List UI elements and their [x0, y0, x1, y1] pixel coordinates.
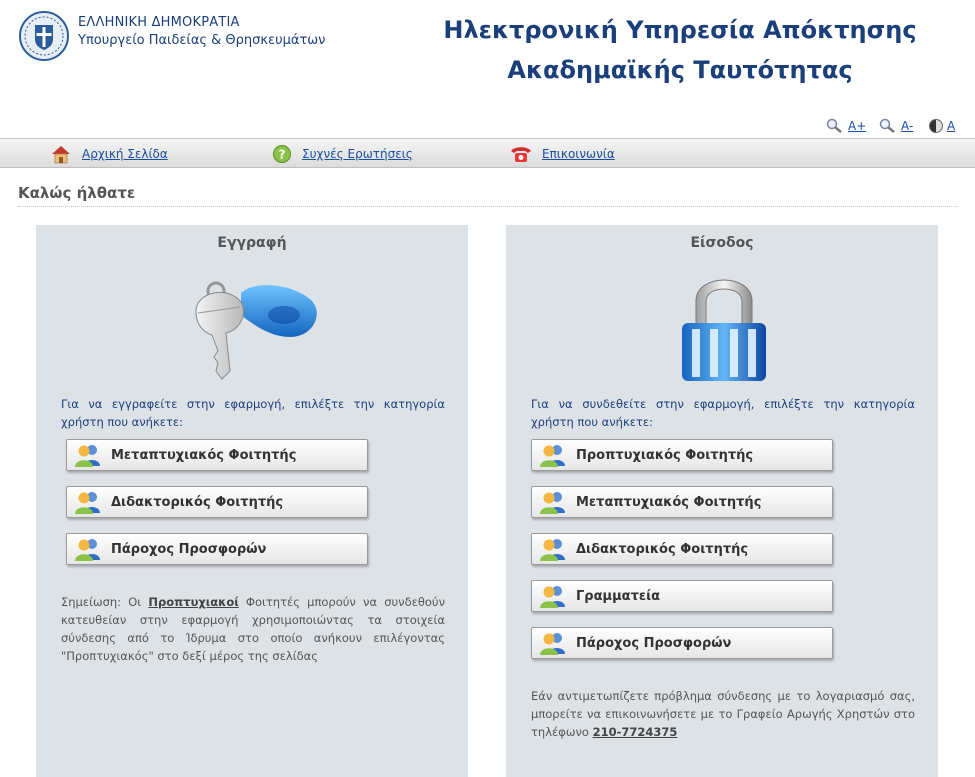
users-icon	[538, 536, 568, 562]
login-panel	[506, 225, 938, 777]
nav-item-home[interactable]	[50, 143, 168, 165]
nav-link-contact[interactable]: Επικοινωνία	[542, 147, 615, 161]
svg-text:?: ?	[278, 147, 286, 162]
ministry-line-1: ΕΛΛΗΝΙΚΗ ΔΗΜΟΚΡΑΤΙΑ	[78, 15, 240, 30]
greek-coat-of-arms-icon	[18, 10, 70, 62]
helpdesk-phone[interactable]: 210-7724375	[592, 725, 678, 739]
ministry-name	[78, 14, 325, 50]
nav-item-contact[interactable]	[510, 143, 615, 165]
login-postgraduate-button[interactable]	[531, 486, 833, 518]
register-postgraduate-button[interactable]	[66, 439, 368, 471]
users-icon	[73, 442, 103, 468]
login-intro: Για να συνδεθείτε στην εφαρμογή, επιλέξτε την κατηγορία χρήστη που ανήκετε:	[531, 397, 915, 429]
login-help-note	[531, 687, 915, 741]
note-prefix: Σημείωση: Οι	[61, 595, 142, 609]
register-doctoral-button[interactable]	[66, 486, 368, 518]
nav-link-faq[interactable]: Συχνές Ερωτήσεις	[302, 147, 413, 161]
home-icon	[50, 144, 72, 164]
users-icon	[73, 489, 103, 515]
button-label: Μεταπτυχιακός Φοιτητής	[576, 494, 762, 510]
nav-item-faq[interactable]	[272, 143, 413, 165]
users-icon	[538, 630, 568, 656]
login-doctoral-button[interactable]	[531, 533, 833, 565]
welcome-heading: Καλώς ήλθατε	[18, 184, 136, 202]
zoom-in-icon	[826, 118, 844, 134]
help-text: Εάν αντιμετωπίζετε πρόβλημα σύνδεσης με το λογαριασμό σας, μπορείτε να επικοινωνήσετε με το Γραφείο Αρωγής Χρηστών στο τηλέφωνο	[531, 689, 915, 739]
login-title: Είσοδος	[690, 235, 754, 251]
button-label: Γραμματεία	[576, 588, 661, 604]
users-icon	[538, 442, 568, 468]
font-increase-control[interactable]	[826, 117, 866, 135]
register-title: Εγγραφή	[217, 235, 287, 251]
users-icon	[538, 583, 568, 609]
users-icon	[73, 536, 103, 562]
contrast-link[interactable]: A	[947, 119, 956, 133]
button-label: Μεταπτυχιακός Φοιτητής	[111, 447, 297, 463]
page-header	[0, 0, 975, 138]
padlock-icon	[674, 269, 774, 385]
register-intro: Για να εγγραφείτε στην εφαρμογή, επιλέξτε την κατηγορία χρήστη που ανήκετε:	[61, 397, 445, 429]
nav-link-home[interactable]: Αρχική Σελίδα	[82, 147, 168, 161]
telephone-icon	[510, 145, 532, 163]
keys-icon	[186, 271, 326, 383]
main-navigation	[0, 138, 975, 168]
site-title-line-2: Ακαδημαϊκής Ταυτότητας	[507, 56, 853, 84]
login-secretariat-button[interactable]	[531, 580, 833, 612]
login-undergraduate-button[interactable]	[531, 439, 833, 471]
register-panel	[36, 225, 468, 777]
login-offer-provider-button[interactable]	[531, 627, 833, 659]
site-title-line-1: Ηλεκτρονική Υπηρεσία Απόκτησης	[443, 16, 917, 44]
button-label: Διδακτορικός Φοιτητής	[576, 541, 749, 557]
register-note	[61, 593, 445, 665]
welcome-divider	[18, 206, 958, 207]
undergraduate-link[interactable]: Προπτυχιακοί	[148, 595, 239, 609]
button-label: Προπτυχιακός Φοιτητής	[576, 447, 754, 463]
note-suffix: Φοιτητές μπορούν να συνδεθούν κατευθείαν στην εφαρμογή χρησιμοποιώντας τα στοιχεία σύνδεσης από το Ίδρυμα στο οποίο ανήκουν επιλέγοντας "Προπτυχιακός" στο δεξί μέρος της σελίδας	[61, 595, 445, 663]
button-label: Πάροχος Προσφορών	[576, 635, 732, 651]
font-decrease-link[interactable]: A-	[901, 119, 914, 133]
ministry-line-2: Υπουργείο Παιδείας & Θρησκευμάτων	[78, 33, 326, 48]
site-title	[420, 10, 940, 90]
users-icon	[538, 489, 568, 515]
font-increase-link[interactable]: A+	[848, 119, 867, 133]
question-icon	[272, 144, 292, 164]
contrast-icon	[929, 119, 943, 133]
contrast-control[interactable]	[929, 117, 955, 135]
register-offer-provider-button[interactable]	[66, 533, 368, 565]
zoom-out-icon	[879, 118, 897, 134]
font-decrease-control[interactable]	[879, 117, 913, 135]
button-label: Πάροχος Προσφορών	[111, 541, 267, 557]
button-label: Διδακτορικός Φοιτητής	[111, 494, 284, 510]
